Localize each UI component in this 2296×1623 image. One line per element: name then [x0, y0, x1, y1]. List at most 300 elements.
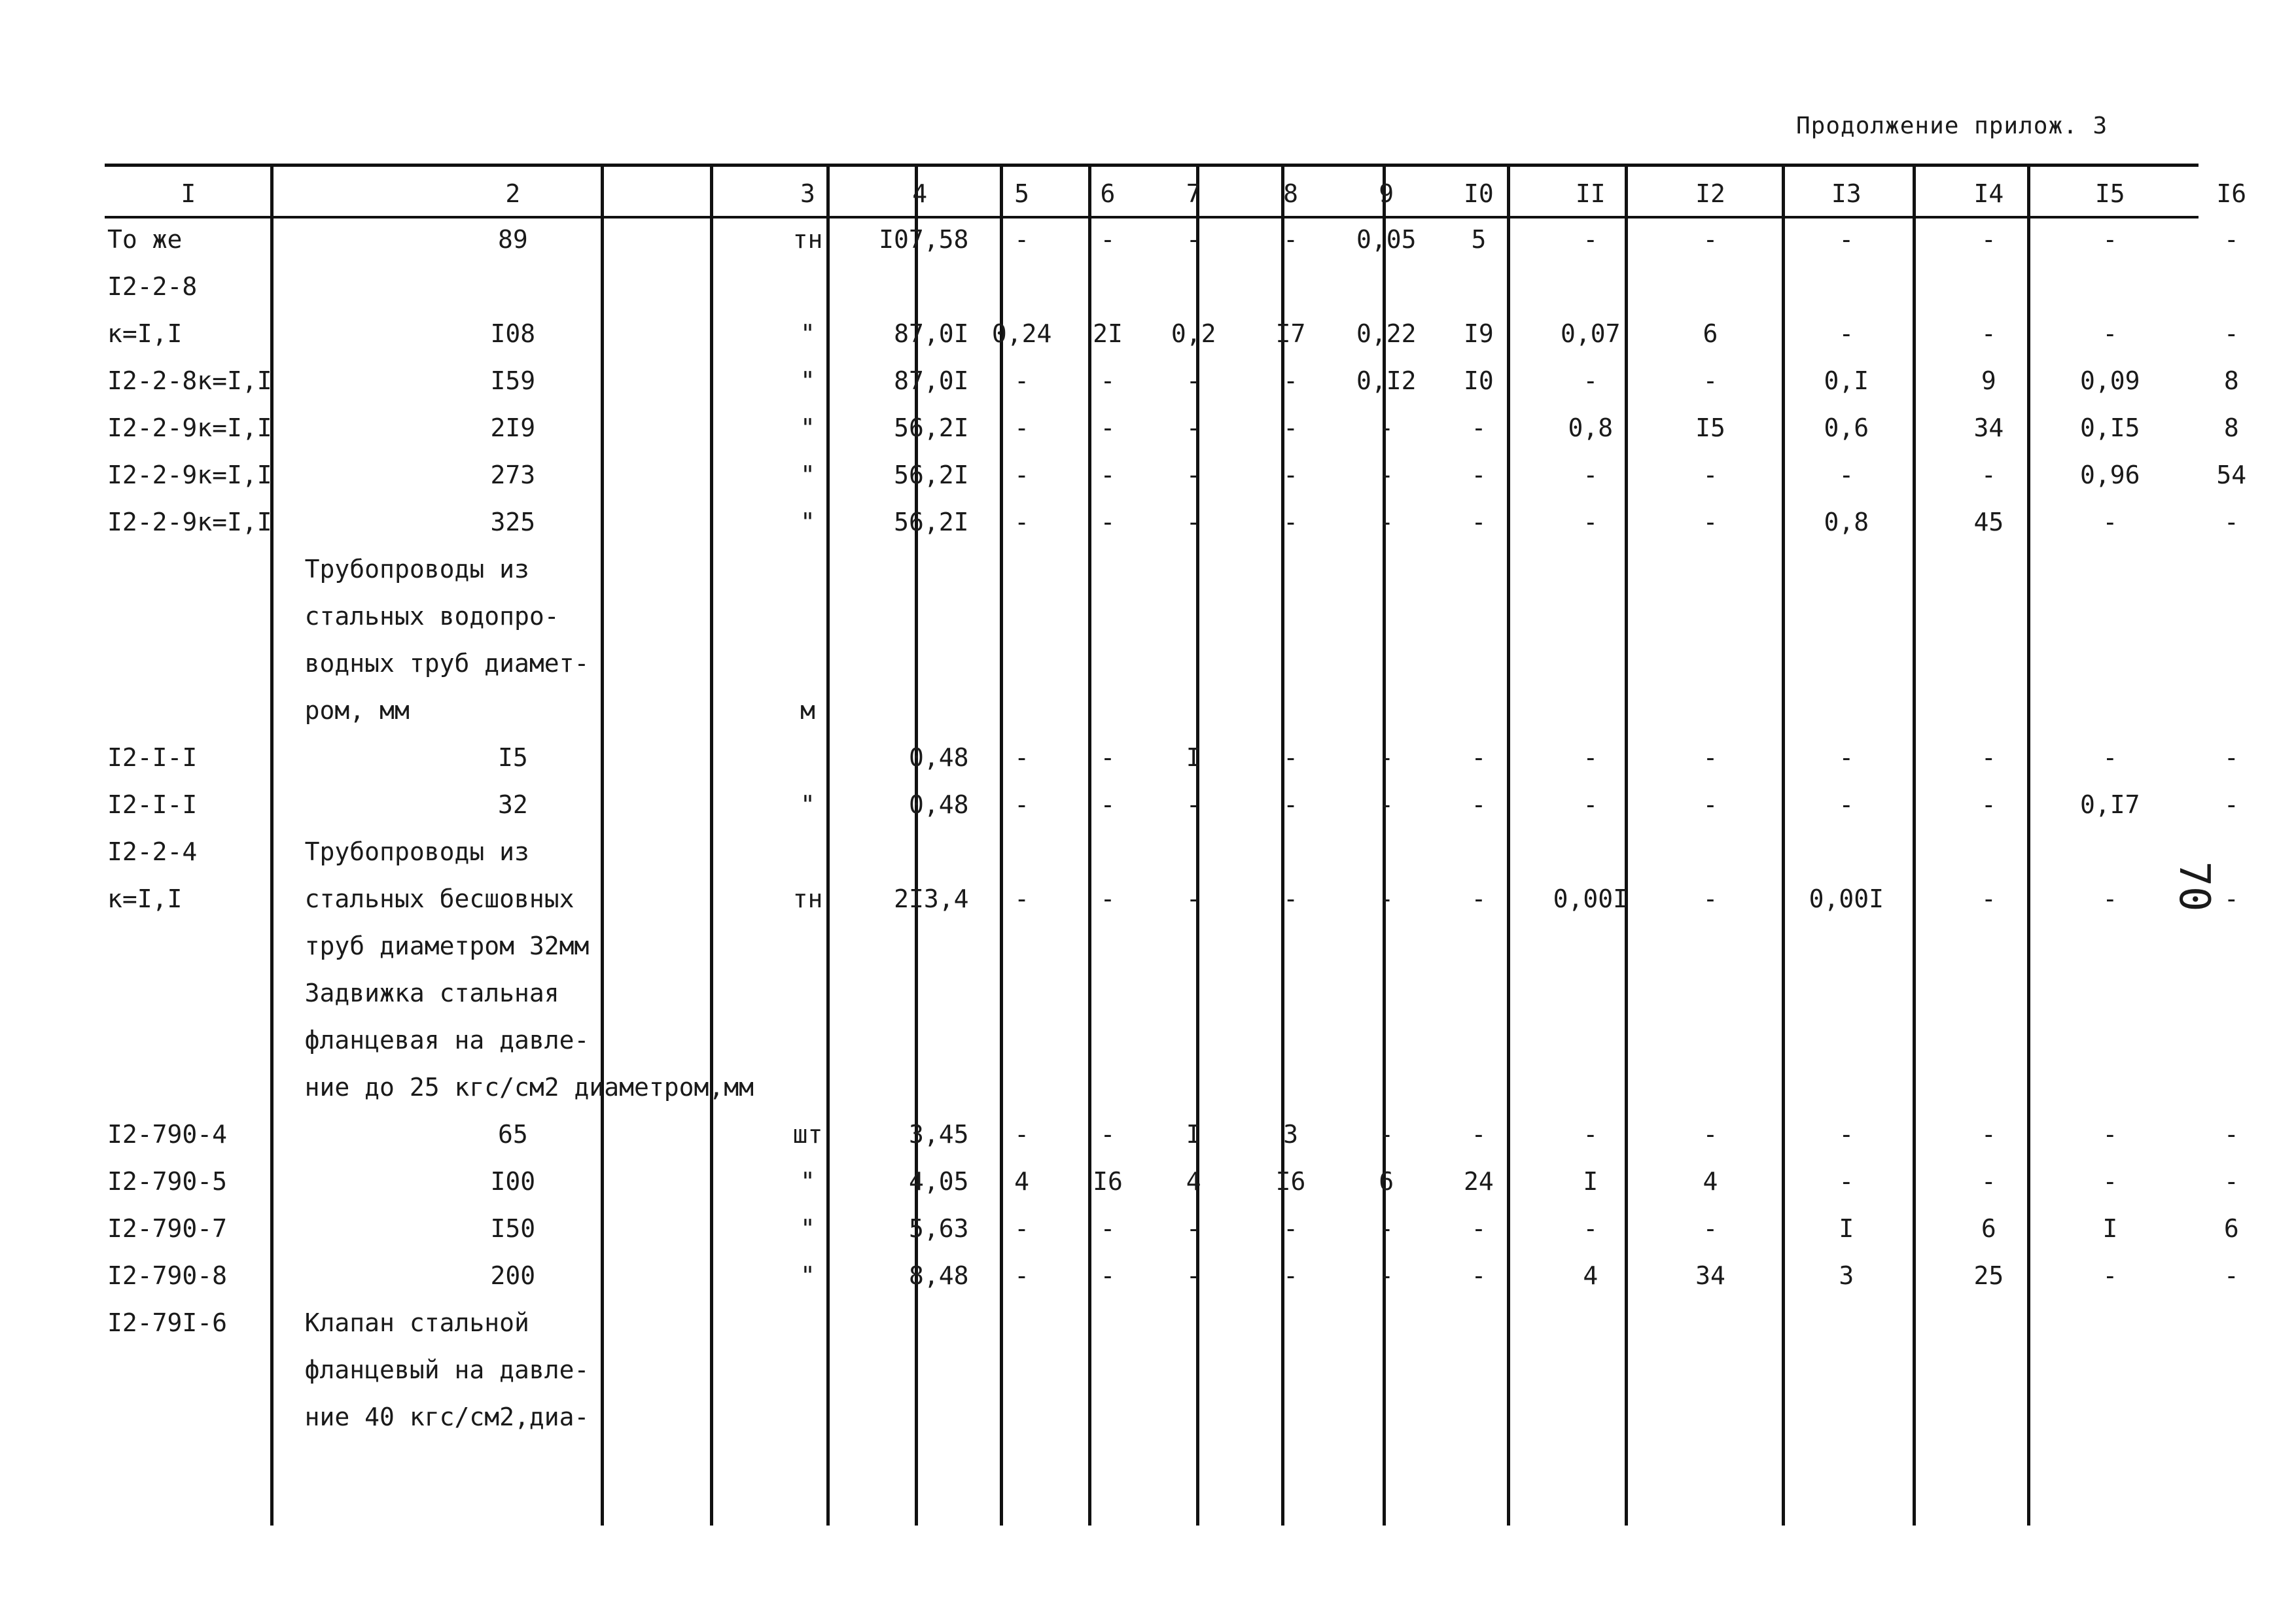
table-cell	[1066, 687, 1150, 734]
table-cell: м	[800, 696, 815, 725]
table-cell: -	[2223, 225, 2239, 254]
table-cell: I	[1186, 1120, 1201, 1149]
table-cell: -	[2223, 1120, 2239, 1149]
table-cell	[2053, 1393, 2167, 1440]
table-cell: 45	[1973, 508, 2004, 536]
table-cell: I2-2-9к=I,I	[107, 461, 272, 489]
column-header: 9	[1379, 179, 1394, 208]
table-cell	[1066, 593, 1150, 640]
table-cell	[2167, 593, 2296, 640]
top-rule	[105, 164, 2199, 167]
table-cell	[978, 1346, 1065, 1393]
table-row	[105, 1346, 2296, 1393]
table-cell	[1652, 922, 1769, 969]
table-cell: -	[1471, 1214, 1487, 1243]
table-cell	[862, 687, 978, 734]
table-cell: -	[2223, 508, 2239, 536]
table-cell: -	[1583, 461, 1598, 489]
table-cell: -	[1100, 413, 1116, 442]
table-row	[105, 687, 2296, 734]
column-header: I4	[1973, 179, 2004, 208]
table-cell: -	[1471, 461, 1487, 489]
column-header: 6	[1100, 179, 1116, 208]
table-cell	[1769, 263, 1924, 310]
table-cell: фланцевая на давле-	[304, 1026, 590, 1055]
table-cell: I2-I-I	[107, 743, 198, 772]
table-cell: водных труб диамет-	[304, 649, 590, 678]
table-cell: -	[1100, 1214, 1116, 1243]
table-cell	[1344, 1017, 1428, 1064]
table-cell: тн	[792, 225, 823, 254]
table-cell: I07,58	[879, 225, 969, 254]
table-cell: -	[1703, 790, 1718, 819]
table-cell	[1066, 640, 1150, 687]
table-cell	[1344, 922, 1428, 969]
table-cell: 8,48	[908, 1261, 969, 1290]
table-cell	[1528, 828, 1652, 875]
table-cell	[1237, 1393, 1344, 1440]
table-cell	[1344, 828, 1428, 875]
table-cell	[2053, 1064, 2167, 1111]
table-cell: -	[1379, 413, 1394, 442]
table-cell	[1769, 1299, 1924, 1346]
table-cell: 6	[1981, 1214, 1996, 1243]
table-cell: -	[1100, 461, 1116, 489]
table-cell: -	[1100, 884, 1116, 913]
table-cell: -	[1100, 743, 1116, 772]
table-cell	[978, 263, 1065, 310]
table-cell: -	[1014, 884, 1030, 913]
table-cell	[2053, 969, 2167, 1017]
table-cell: -	[1583, 366, 1598, 395]
table-cell: -	[1283, 413, 1298, 442]
table-cell: стальных бесшовных	[304, 884, 574, 913]
table-cell: "	[800, 508, 815, 536]
table-cell: -	[1379, 508, 1394, 536]
table-cell	[1769, 1017, 1924, 1064]
table-cell: I	[1583, 1167, 1598, 1196]
table-cell	[2053, 922, 2167, 969]
table-cell	[862, 922, 978, 969]
table-cell	[105, 593, 272, 640]
table-cell: Задвижка стальная	[304, 979, 559, 1007]
table-cell	[754, 640, 862, 687]
page-number: 70	[2170, 861, 2218, 912]
table-cell: -	[1703, 508, 1718, 536]
table-cell: -	[1981, 1167, 1996, 1196]
table-cell	[978, 828, 1065, 875]
table-row	[105, 640, 2296, 687]
table-cell	[1237, 922, 1344, 969]
table-row	[105, 1205, 2296, 1252]
table-cell	[1769, 593, 1924, 640]
table-cell	[1769, 1393, 1924, 1440]
table-cell: -	[1283, 1214, 1298, 1243]
table-cell	[1924, 1064, 2053, 1111]
table-cell	[1237, 593, 1344, 640]
table-cell: труб диаметром 32мм	[304, 932, 590, 960]
table-cell	[862, 1017, 978, 1064]
table-cell: 87,0I	[894, 366, 969, 395]
column-header: I3	[1831, 179, 1862, 208]
table-cell: -	[1583, 790, 1598, 819]
table-cell: 65	[497, 1120, 528, 1149]
table-cell	[1528, 687, 1652, 734]
table-cell	[1428, 1064, 1528, 1111]
table-cell: 325	[490, 508, 536, 536]
table-cell	[754, 922, 862, 969]
table-cell: -	[1014, 461, 1030, 489]
table-cell: -	[1014, 1120, 1030, 1149]
table-cell: 24	[1464, 1167, 1494, 1196]
table-cell	[1924, 263, 2053, 310]
table-cell	[1237, 263, 1344, 310]
table-cell: -	[1379, 743, 1394, 772]
table-cell: 89	[497, 225, 528, 254]
table-cell: -	[1981, 461, 1996, 489]
table-cell	[2167, 1064, 2296, 1111]
table-cell: -	[1379, 1214, 1394, 1243]
table-cell: I50	[490, 1214, 536, 1243]
table-cell: стальных водопро-	[304, 602, 559, 631]
table-cell: -	[2102, 1261, 2118, 1290]
table-cell: 0,I2	[1356, 366, 1417, 395]
table-cell: -	[1471, 1261, 1487, 1290]
table-cell: -	[1283, 461, 1298, 489]
table-cell: -	[1471, 413, 1487, 442]
table-cell: I2-2-8к=I,I	[107, 366, 272, 395]
table-row	[105, 875, 2296, 922]
table-cell: -	[1981, 884, 1996, 913]
table-cell: I2-2-4	[107, 837, 198, 866]
table-cell	[1924, 828, 2053, 875]
table-cell	[978, 1064, 1065, 1111]
table-cell: 0,07	[1561, 319, 1621, 348]
table-cell	[2167, 640, 2296, 687]
table-cell	[1066, 1393, 1150, 1440]
table-cell: -	[1186, 790, 1201, 819]
table-cell	[754, 263, 862, 310]
table-cell: 4	[1703, 1167, 1718, 1196]
table-cell	[1528, 1393, 1652, 1440]
table-cell	[1344, 969, 1428, 1017]
table-cell	[754, 1346, 862, 1393]
table-cell	[105, 969, 272, 1017]
table-cell: -	[1471, 743, 1487, 772]
table-cell: Клапан стальной	[304, 1308, 529, 1337]
table-cell: ром, мм	[304, 696, 410, 725]
table-cell	[1428, 640, 1528, 687]
column-header: I0	[1464, 179, 1494, 208]
table-cell: -	[1014, 225, 1030, 254]
table-cell	[1237, 1064, 1344, 1111]
table-row	[105, 1158, 2296, 1205]
table-cell: -	[2102, 1167, 2118, 1196]
table-cell: 56,2I	[894, 508, 969, 536]
table-cell: 3,45	[908, 1120, 969, 1149]
table-cell: -	[1471, 508, 1487, 536]
table-cell: -	[1703, 1214, 1718, 1243]
table-cell	[105, 640, 272, 687]
table-cell: То же	[107, 225, 183, 254]
table-cell	[1150, 546, 1237, 593]
table-row	[105, 781, 2296, 828]
table-cell: 4	[1014, 1167, 1030, 1196]
table-cell: -	[2102, 1120, 2118, 1149]
table-cell	[754, 969, 862, 1017]
table-cell	[1924, 593, 2053, 640]
table-cell: -	[1471, 884, 1487, 913]
table-cell: 0,00I	[1553, 884, 1628, 913]
table-cell	[1237, 1346, 1344, 1393]
table-body	[105, 216, 2296, 1440]
table-cell: 0,48	[908, 743, 969, 772]
table-cell: I2-2-9к=I,I	[107, 413, 272, 442]
table-row	[105, 263, 2296, 310]
table-cell	[1924, 546, 2053, 593]
table-cell	[1150, 922, 1237, 969]
table-cell: -	[1583, 508, 1598, 536]
table-cell: -	[2223, 743, 2239, 772]
table-row	[105, 357, 2296, 404]
table-cell: -	[1186, 413, 1201, 442]
table-cell	[978, 1299, 1065, 1346]
table-cell	[754, 1064, 862, 1111]
table-cell: I2-2-8	[107, 272, 198, 301]
table-cell	[1150, 1064, 1237, 1111]
table-cell	[1428, 969, 1528, 1017]
table-cell: 0,22	[1356, 319, 1417, 348]
table-cell: 200	[490, 1261, 536, 1290]
table-cell	[105, 687, 272, 734]
table-cell: -	[1703, 1120, 1718, 1149]
table-cell: I2-2-9к=I,I	[107, 508, 272, 536]
table-cell	[1344, 687, 1428, 734]
table-cell	[1652, 1299, 1769, 1346]
table-cell	[1150, 687, 1237, 734]
table-cell: к=I,I	[107, 319, 183, 348]
table-cell: -	[1014, 790, 1030, 819]
table-cell: -	[1100, 1120, 1116, 1149]
table-cell: I00	[490, 1167, 536, 1196]
table-cell: 0,I	[1824, 366, 1869, 395]
table-cell	[1924, 969, 2053, 1017]
table-cell	[2167, 1393, 2296, 1440]
table-cell: Трубопроводы из	[304, 555, 529, 584]
table-cell	[1066, 1064, 1150, 1111]
table-cell: 56,2I	[894, 461, 969, 489]
table-cell	[2053, 1299, 2167, 1346]
table-cell: 34	[1695, 1261, 1725, 1290]
table-cell: -	[1981, 1120, 1996, 1149]
table-cell: 2I9	[490, 413, 536, 442]
table-cell: -	[1703, 366, 1718, 395]
table-cell: "	[800, 1261, 815, 1290]
table-cell	[1428, 1393, 1528, 1440]
table-cell	[862, 1346, 978, 1393]
table-row	[105, 546, 2296, 593]
table-cell	[754, 1393, 862, 1440]
table-cell	[978, 546, 1065, 593]
table-row	[105, 734, 2296, 781]
table-cell	[1652, 546, 1769, 593]
column-header: I5	[2094, 179, 2125, 208]
table-cell: 32	[497, 790, 528, 819]
table-cell: I2-790-4	[107, 1120, 228, 1149]
table-cell	[862, 1064, 978, 1111]
table-cell: -	[1186, 508, 1201, 536]
column-header: I6	[2216, 179, 2247, 208]
table-cell: -	[1839, 461, 1854, 489]
table-cell	[978, 922, 1065, 969]
table-cell: 8	[2223, 366, 2239, 395]
table-cell: 3	[1283, 1120, 1298, 1149]
table-cell	[1428, 922, 1528, 969]
table-cell	[1150, 640, 1237, 687]
table-cell	[1528, 922, 1652, 969]
column-header-row	[105, 171, 2296, 216]
table-cell: -	[1583, 1214, 1598, 1243]
table-cell: I0	[1464, 366, 1494, 395]
table-cell: I2-790-8	[107, 1261, 228, 1290]
table-cell: -	[2223, 1261, 2239, 1290]
table-row	[105, 404, 2296, 451]
table-row	[105, 1299, 2296, 1346]
table-cell: -	[1471, 1120, 1487, 1149]
table-row	[105, 310, 2296, 357]
table-cell: -	[1014, 1214, 1030, 1243]
table-cell: I9	[1464, 319, 1494, 348]
table-cell: -	[1283, 790, 1298, 819]
table-cell: 2I	[1093, 319, 1123, 348]
table-cell	[2053, 640, 2167, 687]
table-cell: -	[1583, 1120, 1598, 1149]
table-cell	[1652, 593, 1769, 640]
table-cell	[1769, 1064, 1924, 1111]
table-cell: 87,0I	[894, 319, 969, 348]
table-cell: -	[1839, 319, 1854, 348]
table-cell: 4	[1583, 1261, 1598, 1290]
table-cell: -	[1583, 225, 1598, 254]
table-cell	[1237, 1299, 1344, 1346]
table-cell	[1428, 687, 1528, 734]
table-cell	[1344, 593, 1428, 640]
table-cell	[1150, 828, 1237, 875]
column-header: 3	[800, 179, 815, 208]
table-row	[105, 1064, 2296, 1111]
table-cell	[1150, 263, 1237, 310]
table-cell: I2-I-I	[107, 790, 198, 819]
table-cell: -	[1379, 461, 1394, 489]
table-cell: 0,24	[991, 319, 1052, 348]
table-cell: 9	[1981, 366, 1996, 395]
table-cell	[1237, 687, 1344, 734]
table-cell	[1769, 687, 1924, 734]
table-cell	[862, 640, 978, 687]
table-cell: -	[1981, 225, 1996, 254]
table-cell	[1528, 546, 1652, 593]
table-row	[105, 922, 2296, 969]
table-cell	[2053, 687, 2167, 734]
table-cell	[2167, 1346, 2296, 1393]
table-cell: -	[2102, 225, 2118, 254]
table-cell	[1528, 1064, 1652, 1111]
table-cell: "	[800, 461, 815, 489]
column-header: 7	[1186, 179, 1201, 208]
table-cell	[1769, 969, 1924, 1017]
table-cell: -	[2223, 1167, 2239, 1196]
table-cell: -	[1839, 1167, 1854, 1196]
table-cell: -	[1703, 461, 1718, 489]
table-cell	[1428, 1017, 1528, 1064]
table-cell: 2I3,4	[894, 884, 969, 913]
table-cell	[862, 263, 978, 310]
table-cell: I	[1839, 1214, 1854, 1243]
table-cell: -	[1100, 1261, 1116, 1290]
table-cell: 0,48	[908, 790, 969, 819]
table-cell: 0,2	[1171, 319, 1216, 348]
table-cell: -	[1283, 743, 1298, 772]
table-cell: -	[1100, 225, 1116, 254]
table-cell	[1344, 263, 1428, 310]
table-cell: -	[1283, 884, 1298, 913]
table-cell: -	[1186, 366, 1201, 395]
table-cell	[1428, 263, 1528, 310]
table-cell: -	[1839, 225, 1854, 254]
table-cell: -	[1014, 366, 1030, 395]
table-cell	[1652, 969, 1769, 1017]
table-cell	[1237, 969, 1344, 1017]
table-cell: -	[2102, 884, 2118, 913]
table-row	[105, 1252, 2296, 1299]
table-cell	[754, 1017, 862, 1064]
table-cell: -	[1471, 790, 1487, 819]
table-cell: фланцевый на давле-	[304, 1355, 590, 1384]
table-cell	[1924, 1393, 2053, 1440]
table-cell: Трубопроводы из	[304, 837, 529, 866]
table-cell: 3	[1839, 1261, 1854, 1290]
table-cell	[1769, 1346, 1924, 1393]
table-cell: -	[1283, 1261, 1298, 1290]
table-cell	[1652, 1064, 1769, 1111]
table-cell: ние 40 кгс/см2,диа-	[304, 1403, 590, 1431]
table-cell: I5	[497, 743, 528, 772]
table-cell: -	[1283, 366, 1298, 395]
table-cell	[2053, 546, 2167, 593]
table-cell	[1237, 828, 1344, 875]
table-cell: 6	[2223, 1214, 2239, 1243]
table-cell: 0,96	[2080, 461, 2140, 489]
table-cell: 0,8	[1824, 508, 1869, 536]
table-cell	[2053, 1346, 2167, 1393]
table-cell: -	[1014, 743, 1030, 772]
table-cell: I2-790-7	[107, 1214, 228, 1243]
table-cell	[1652, 687, 1769, 734]
table-cell	[862, 593, 978, 640]
table-cell: -	[1100, 366, 1116, 395]
table-cell	[1066, 263, 1150, 310]
table-cell	[105, 922, 272, 969]
table-row	[105, 1017, 2296, 1064]
table-cell: -	[1379, 1261, 1394, 1290]
table-cell	[2167, 922, 2296, 969]
table-cell	[1924, 922, 2053, 969]
table-cell	[1769, 828, 1924, 875]
table-cell: I5	[1695, 413, 1725, 442]
table-cell	[1150, 1299, 1237, 1346]
table-cell	[1652, 640, 1769, 687]
table-cell: -	[2223, 319, 2239, 348]
